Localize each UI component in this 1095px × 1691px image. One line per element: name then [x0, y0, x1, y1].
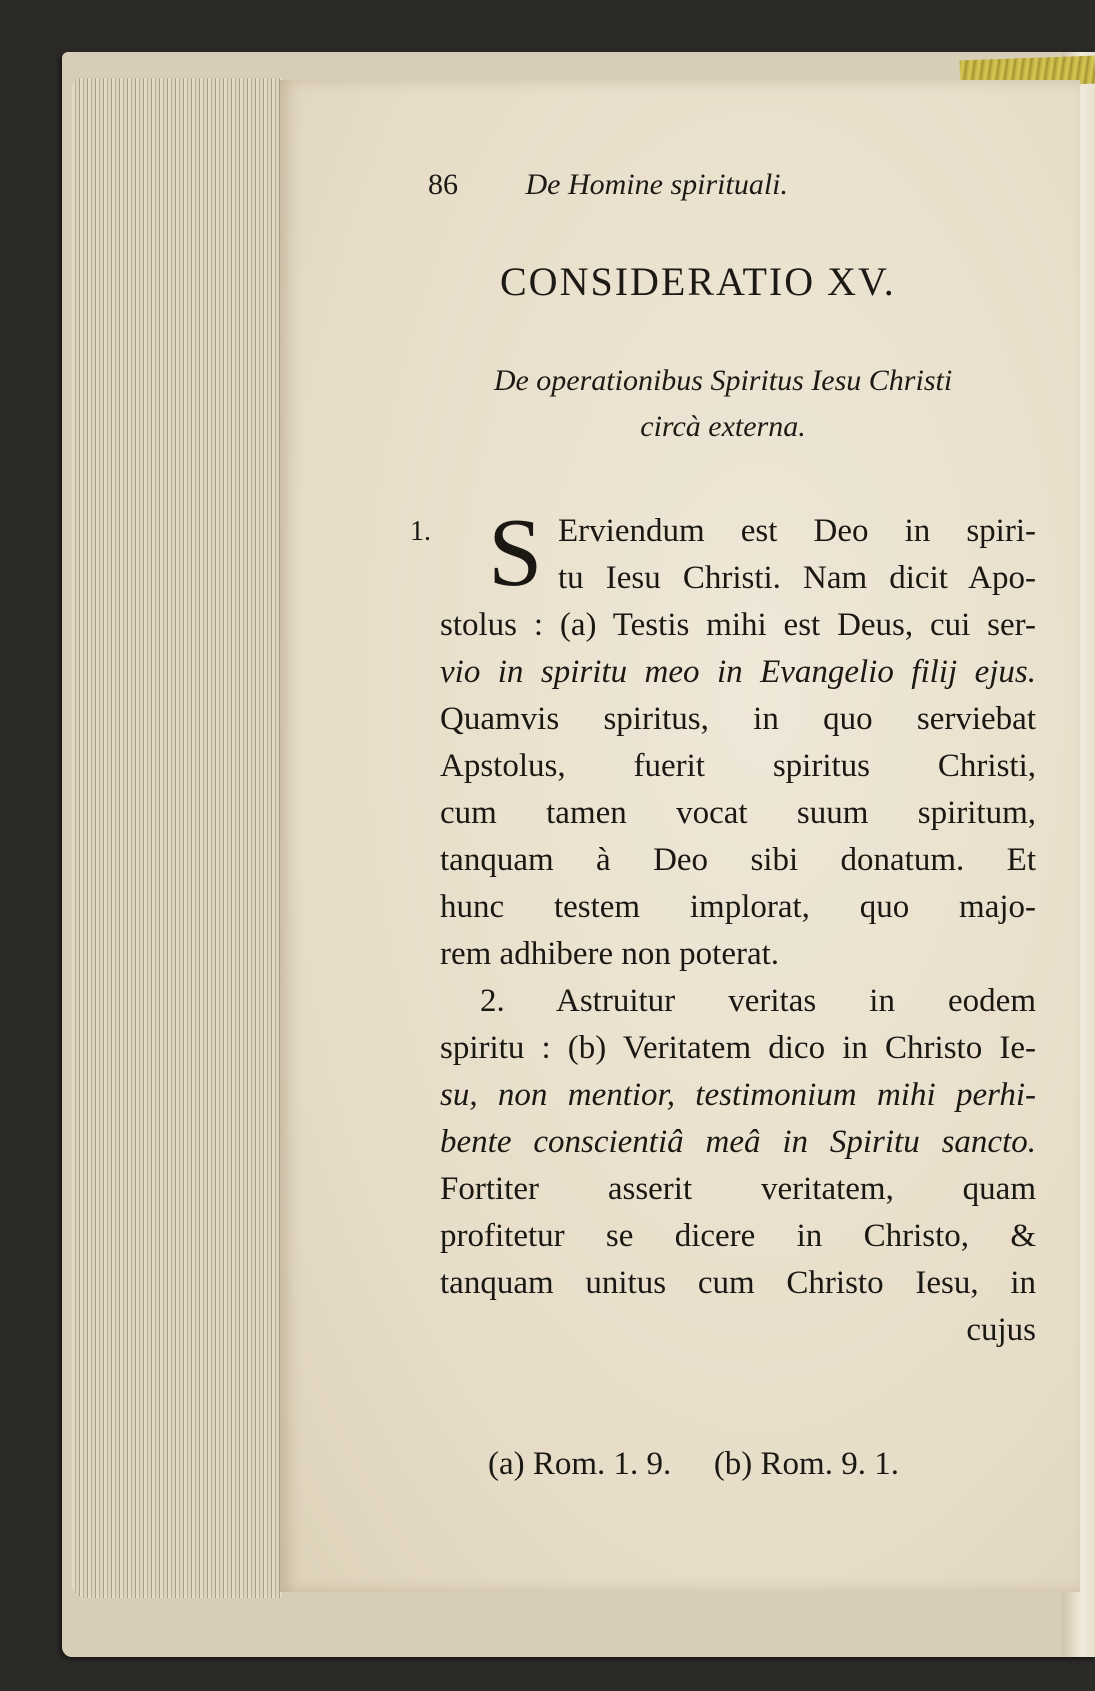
text-line: spiritu : (b) Veritatem dico in Christo Ie- [440, 1030, 1036, 1066]
running-title: De Homine spirituali. [525, 168, 788, 201]
text-line: tanquam unitus cum Christo Iesu, in [440, 1265, 1036, 1301]
text-line: Fortiter asserit veritatem, quam [440, 1171, 1036, 1207]
text-line: 2. Astruitur veritas in eodem [480, 983, 1036, 1019]
text-line: hunc testem implorat, quo majo- [440, 889, 1036, 925]
text-line: Apstolus, fuerit spiritus Christi, [440, 748, 1036, 784]
page-number: 86 [428, 168, 458, 201]
chapter-subtitle [438, 358, 1008, 450]
text-line: su, non mentior, testimonium mihi perhi- [440, 1077, 1036, 1113]
running-head [428, 168, 788, 202]
subtitle-line-2: circà externa. [640, 410, 806, 443]
chapter-heading: CONSIDERATIO XV. [500, 259, 896, 304]
text-line: tu Iesu Christi. Nam dicit Apo- [558, 560, 1036, 596]
page-edges [72, 78, 282, 1598]
text-line: vio in spiritu meo in Evangelio filij ejus. [440, 654, 1036, 690]
catchword: cujus [966, 1312, 1036, 1348]
footnote-b: (b) Rom. 9. 1. [713, 1446, 899, 1482]
text-line: tanquam à Deo sibi donatum. Et [440, 842, 1036, 878]
subtitle-line-1: De operationibus Spiritus Iesu Christi [493, 364, 953, 397]
text-line: Quamvis spiritus, in quo serviebat [440, 701, 1036, 737]
drop-cap: S [488, 499, 543, 607]
body-text [410, 499, 1036, 1354]
text-line: stolus : (a) Testis mihi est Deus, cui ser- [440, 607, 1036, 643]
paragraph-1 [410, 499, 1036, 978]
footnotes [488, 1446, 899, 1483]
paragraph-2 [440, 978, 1036, 1354]
text-line: cum tamen vocat suum spiritum, [440, 795, 1036, 831]
footnote-a: (a) Rom. 1. 9. [488, 1446, 672, 1482]
text-line: profitetur se dicere in Christo, & [440, 1218, 1036, 1254]
paragraph-number: 1. [410, 516, 431, 547]
text-line: bente conscientiâ meâ in Spiritu sancto. [440, 1124, 1036, 1160]
text-line: rem adhibere non poterat. [440, 936, 780, 972]
line-text: Erviendum est Deo in spiri- [558, 513, 1036, 549]
